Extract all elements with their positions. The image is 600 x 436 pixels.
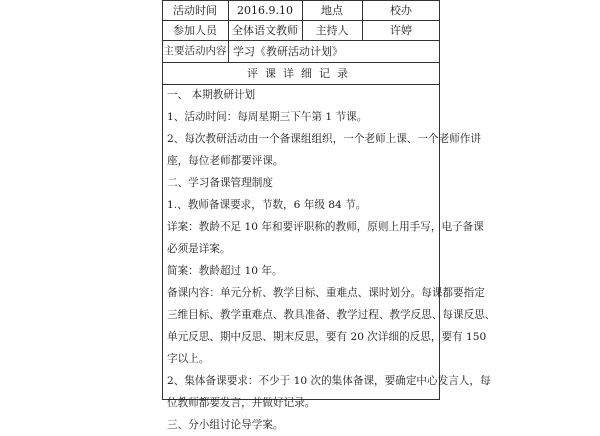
body-line: 二、学习备课管理制度 (167, 177, 273, 189)
value-activity-time: 2016.9.10 (237, 4, 293, 17)
body-line: 1.、教师备课要求，节数，6 年级 84 节。 (167, 199, 367, 211)
body-line: 三、分小组讨论导学案。 (167, 419, 284, 431)
value-main-content: 学习《教研活动计划》 (233, 45, 343, 58)
activity-record-sheet (162, 0, 496, 431)
body-line: 位教师都要发言，并做好记录。 (167, 397, 316, 409)
body-line: 一、 本期教研计划 (167, 89, 256, 101)
body-line: 2、每次教研活动由一个备课组组织，一个老师上课、一个老师作讲 (167, 133, 481, 145)
section-title: 评课详细记录 (247, 67, 355, 80)
body-line: 三维目标、教学重难点、教具准备、教学过程、教学反思、每课反思、 (167, 309, 496, 321)
value-location: 校办 (390, 4, 412, 17)
value-host: 许婷 (390, 24, 412, 37)
label-location: 地点 (321, 4, 343, 17)
row-divider (162, 40, 440, 41)
row-divider (162, 20, 440, 21)
value-participants: 全体语文教师 (232, 24, 298, 37)
label-host: 主持人 (315, 24, 349, 37)
body-line: 字以上。 (167, 353, 210, 365)
row-divider (162, 62, 440, 63)
body-line: 备课内容：单元分析、教学目标、重难点、课时划分。每课都要指定 (167, 287, 485, 299)
body-line: 单元反思、期中反思、期末反思，要有 20 次详细的反思，要有 150 (167, 331, 487, 343)
body-line: 座，每位老师都要评课。 (167, 155, 284, 167)
body-line: 2、集体备课要求：不少于 10 次的集体备课，要确定中心发言人，每 (167, 375, 491, 387)
record-body (167, 84, 496, 436)
body-line: 详案：教龄不足 10 年和要评职称的教师，原则上用手写，电子备课 (167, 221, 484, 233)
body-line: 必须是详案。 (167, 243, 231, 255)
label-activity-time: 活动时间 (173, 4, 217, 17)
label-participants: 参加人员 (173, 24, 217, 37)
col-divider (228, 40, 229, 62)
body-line: 1、活动时间：每周星期三下午第 1 节课。 (167, 111, 368, 123)
body-line: 简案：教龄超过 10 年。 (167, 265, 283, 277)
label-main-content: 主要活动内容 (163, 45, 227, 57)
